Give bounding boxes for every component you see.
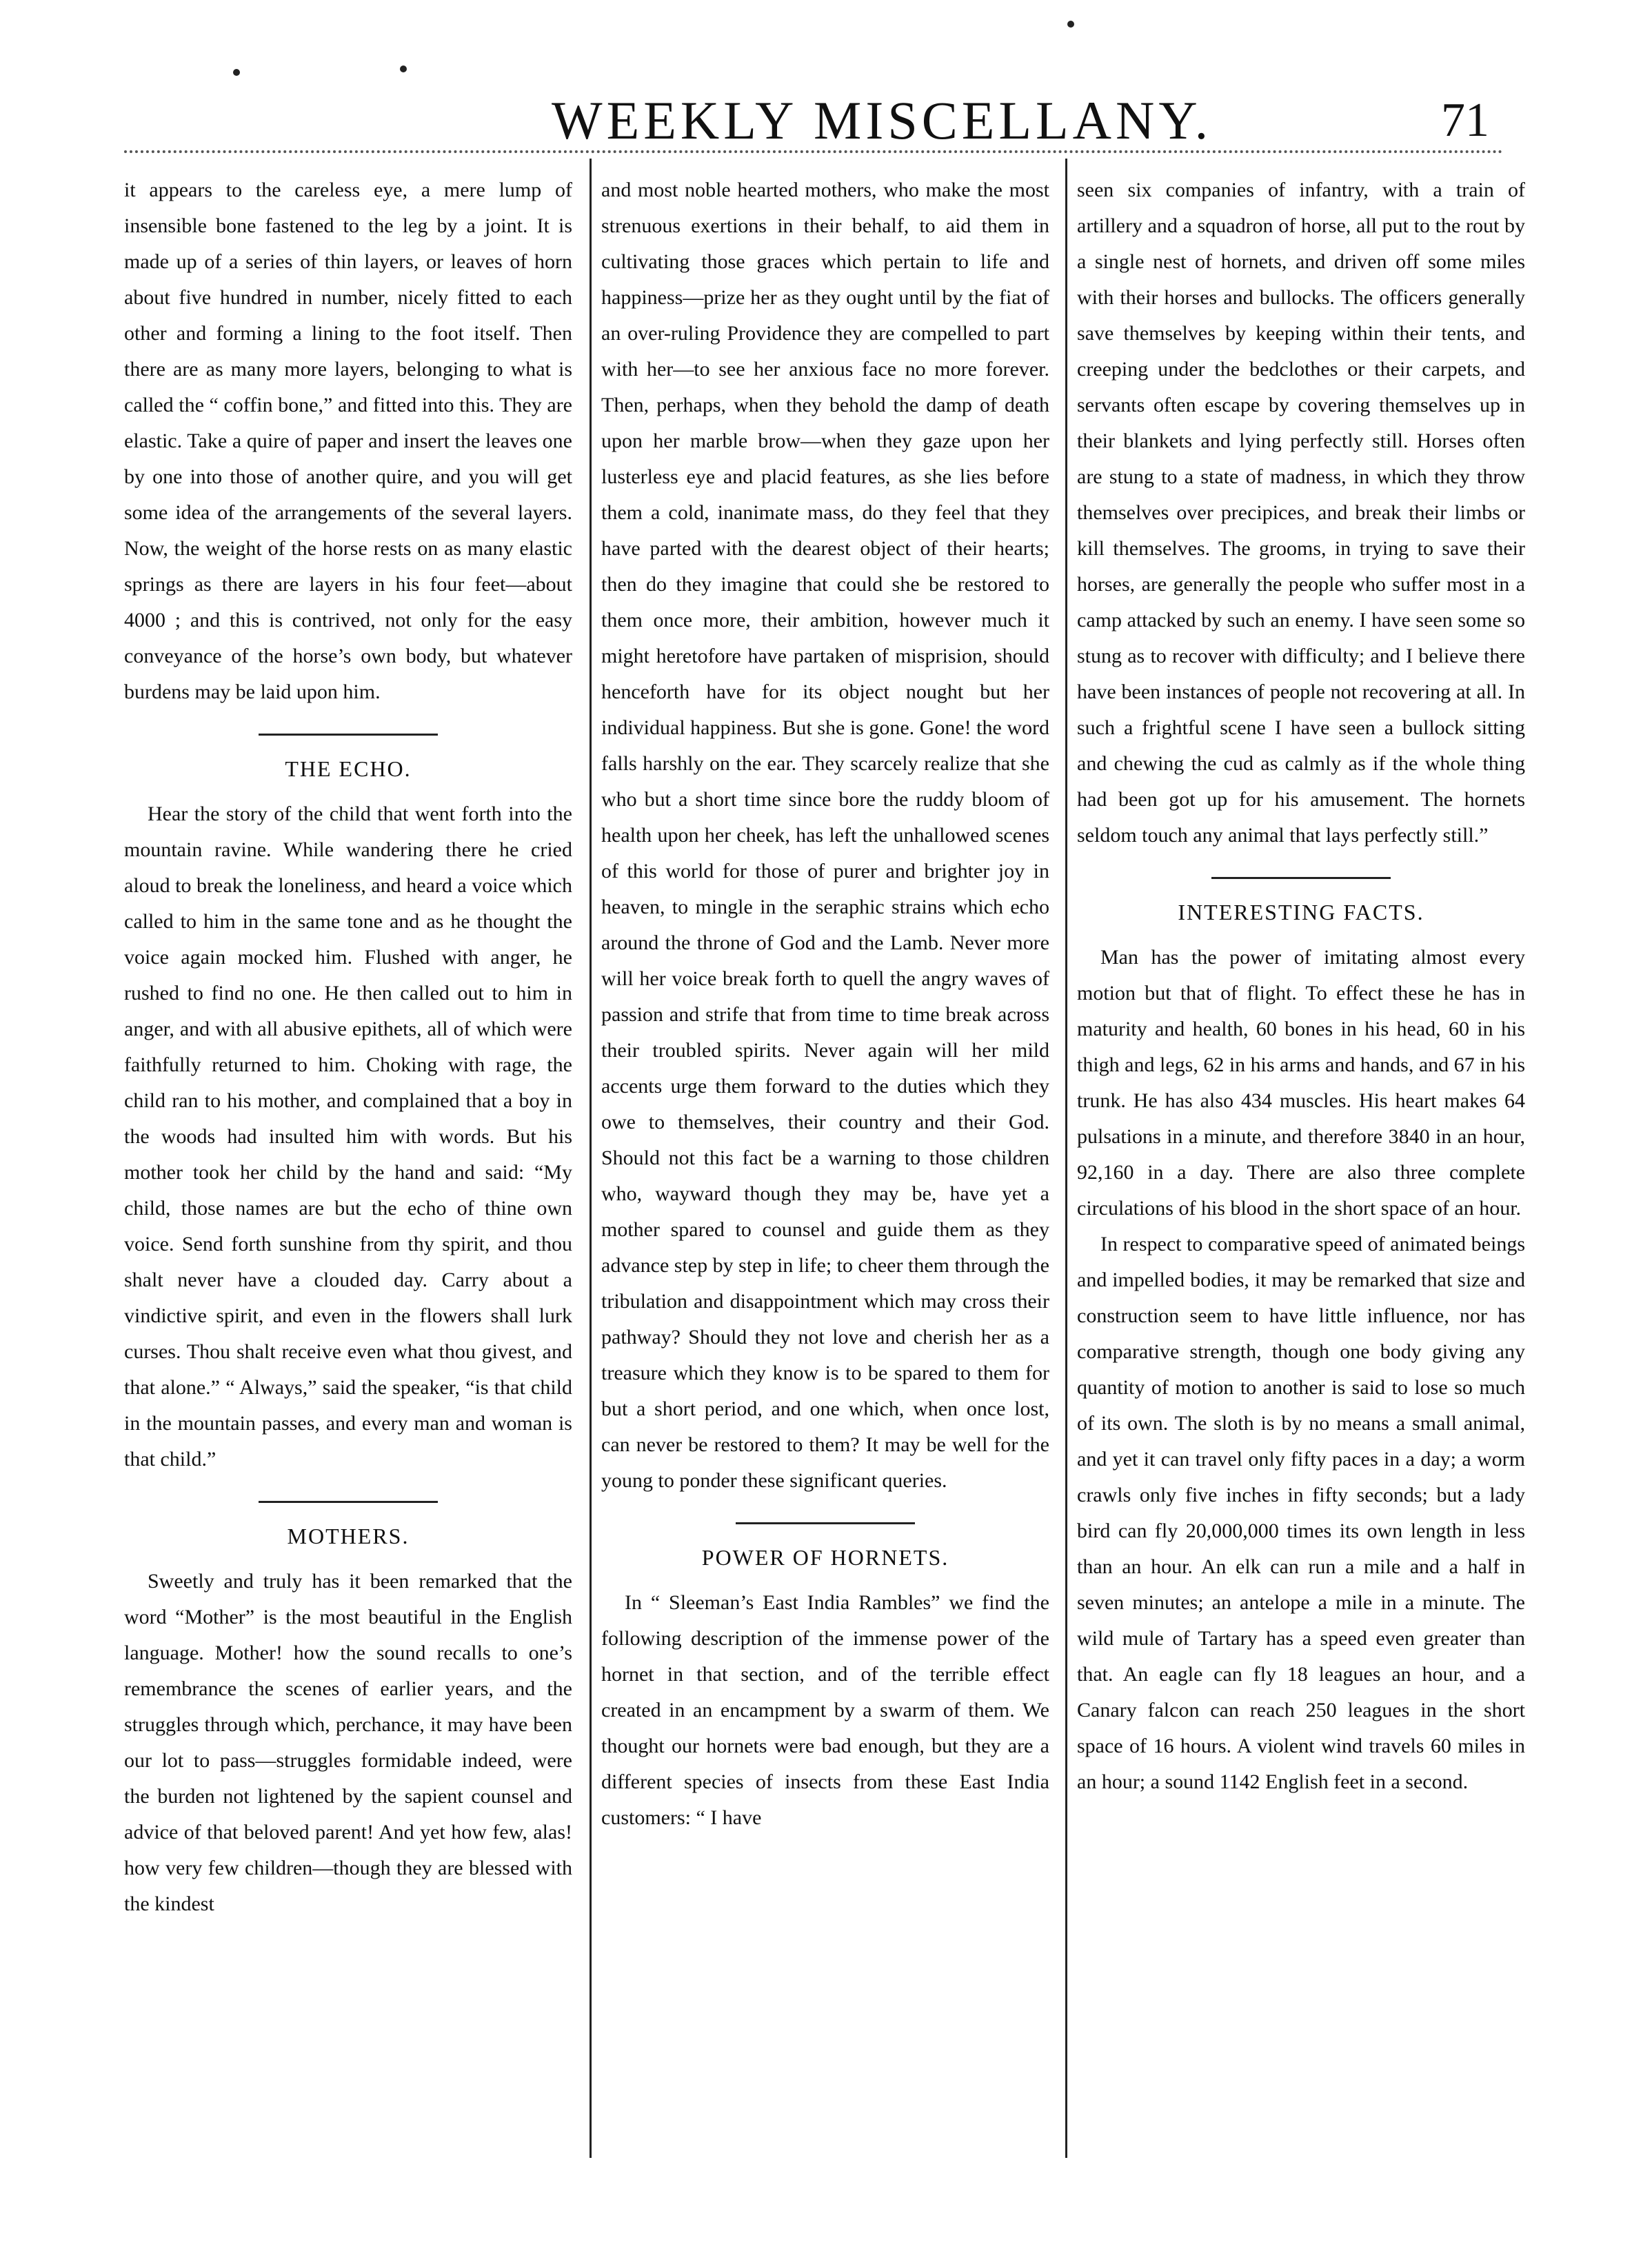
hornets-title: POWER OF HORNETS.: [701, 1545, 949, 1570]
page-number: 71: [1441, 94, 1489, 147]
horse-foot-article-text: it appears to the careless eye, a mere lump of insensible bone fastened to the leg by a joint. It is made up of a series of thin layers, or leaves of horn about five hundred in number, nicely fitted to each other and forming a lining to the foot itself. Then there are as many more layers, belonging to what is called the “ coffin bone,” and fitted into this. They are elastic. Take a quire of paper and insert the leaves one by one into those of another quire, and you will get some idea of the arrangements of the several layers. Now, the weight of the horse rests on as many elastic springs as there are layers in his four feet—about 4000 ; and this is contrived, not only for the easy conveyance of the horse’s own body, but whatever burdens may be laid upon him.: [124, 179, 572, 703]
masthead-title: WEEKLY MISCELLANY.: [552, 90, 1213, 150]
echo-article-text: Hear the story of the child that went forth into the mountain ravine. While wandering there he cried aloud to break the loneliness, and heard a voice which called to him in the same tone and as he thought the voice again mocked him. Flushed with anger, he rushed to find no one. He then called out to him in anger, and with all abusive epithets, all of which were faithfully returned to him. Choking with rage, the child ran to his mother, and complained that a boy in the woods had insulted him with words. But his mother took her child by the hand and said: “My child, those names are but the echo of thine own voice. Send forth sunshine from thy spirit, and thou shalt never have a clouded day. Carry about a vindictive spirit, and even in the flowers shall lurk curses. Thou shalt receive even what thou givest, and that alone.” “ Always,” said the speaker, “is that child in the mountain passes, and every man and woman is that child.”: [124, 802, 572, 1471]
scan-speck: [233, 69, 240, 76]
column-divider: [1065, 159, 1067, 2158]
section-rule: [1211, 877, 1391, 879]
header-rule: [124, 150, 1503, 153]
column-1: [124, 172, 572, 1922]
section-rule: [736, 1522, 915, 1524]
echo-title: THE ECHO.: [285, 756, 412, 781]
section-rule: [259, 734, 438, 736]
scan-speck: [1067, 21, 1074, 28]
page-header: [124, 90, 1510, 152]
interesting-facts-paragraph-1: Man has the power of imitating almost every motion but that of flight. To effect these he has in maturity and health, 60 bones in his head, 60 in his thigh and legs, 62 in his arms and hands, and 67 in his trunk. He has also 434 muscles. His heart makes 64 pulsations in a minute, and therefore 3840 in an hour, 92,160 in a day. There are also three complete circulations of his blood in the short space of an hour.: [1077, 946, 1525, 1220]
mothers-article-text: Sweetly and truly has it been remarked that the word “Mother” is the most beautiful in the English language. Mother! how the sound recalls to one’s remembrance the scenes of earlier years, and the struggles through which, perchance, it may have been our lot to pass—struggles formidable indeed, were the burden not lightened by the sapient counsel and advice of that beloved parent! And yet how few, alas! how very few children—though they are blessed with the kindest: [124, 1570, 572, 1915]
hornets-article-text: In “ Sleeman’s East India Rambles” we find the following description of the immense power of the hornet in that section, and of the terrible effect created in an encampment by a swarm of them. We thought our hornets were bad enough, but they are a different species of insects from these East India customers: “ I have: [601, 1591, 1049, 1829]
column-3: [1077, 172, 1525, 1800]
interesting-facts-paragraph-2: In respect to comparative speed of animated beings and impelled bodies, it may be remarked that size and construction seem to have little influence, nor has comparative strength, though one body giving any quantity of motion to another is said to lose so much of its own. The sloth is by no means a small animal, and yet it can travel only fifty paces in a day; a worm crawls only five inches in fifty seconds; but a lady bird can fly 20,000,000 times its own length in less than an hour. An elk can run a mile and a half in seven minutes; an antelope a mile in a minute. The wild mule of Tartary has a speed even greater than that. An eagle can fly 18 leagues an hour, and a Canary falcon can reach 250 leagues in the short space of 16 hours. A violent wind travels 60 miles in an hour; a sound 1142 English feet in a second.: [1077, 1233, 1525, 1793]
column-divider: [590, 159, 592, 2158]
interesting-facts-title: INTERESTING FACTS.: [1178, 900, 1424, 925]
scan-speck: [400, 65, 407, 72]
hornets-article-continued: seen six companies of infantry, with a train of artillery and a squadron of horse, all put to the rout by a single nest of hornets, and driven off some miles with their horses and bullocks. The officers generally save themselves by keeping within their tents, and creeping under the bedclothes or their carpets, and servants often escape by covering themselves up in their blankets and lying perfectly still. Horses often are stung to a state of madness, in which they throw themselves over precipices, and break their limbs or kill themselves. The grooms, in trying to save their horses, are generally the people who suffer most in a camp attacked by such an enemy. I have seen some so stung as to recover with difficulty; and I believe there have been instances of people not recovering at all. In such a frightful scene I have seen a bullock sitting and chewing the cud as calmly as if the whole thing had been got up for his amusement. The hornets seldom touch any animal that lays perfectly still.”: [1077, 179, 1525, 847]
mothers-article-continued: and most noble hearted mothers, who make the most strenuous exertions in their behalf, to aid them in cultivating those graces which pertain to life and happiness—prize her as they ought until by the fiat of an over-ruling Providence they are compelled to part with her—to see her anxious face no more forever. Then, perhaps, when they behold the damp of death upon her marble brow—when they gaze upon her lusterless eye and placid features, as she lies before them a cold, inanimate mass, do they feel that they have parted with the dearest object of their hearts; then do they imagine that could she be restored to them once more, their ambition, however much it might heretofore have partaken of misprision, should henceforth have for its object nought but her individual happiness. But she is gone. Gone! the word falls harshly on the ear. They scarcely realize that she who but a short time since bore the ruddy bloom of health upon her cheek, has left the unhallowed scenes of this world for those of purer and brighter joy in heaven, to mingle in the seraphic strains which echo around the throne of God and the Lamb. Never more will her voice break forth to quell the angry waves of passion and strife that from time to time break across their troubled spirits. Never again will her mild accents urge them forward to the duties which they owe to themselves, their country and their God. Should not this fact be a warning to those children who, wayward though they may be, have yet a mother spared to counsel and guide them as they advance step by step in life; to cheer them through the tribulation and disappointment which may cross their pathway? Should they not love and cherish her as a treasure which they know is to be spared to them for but a short period, and one which, when once lost, can never be restored to them? It may be well for the young to ponder these significant queries.: [601, 179, 1049, 1492]
section-rule: [259, 1501, 438, 1503]
column-2: [601, 172, 1049, 1836]
mothers-title: MOTHERS.: [287, 1524, 410, 1548]
